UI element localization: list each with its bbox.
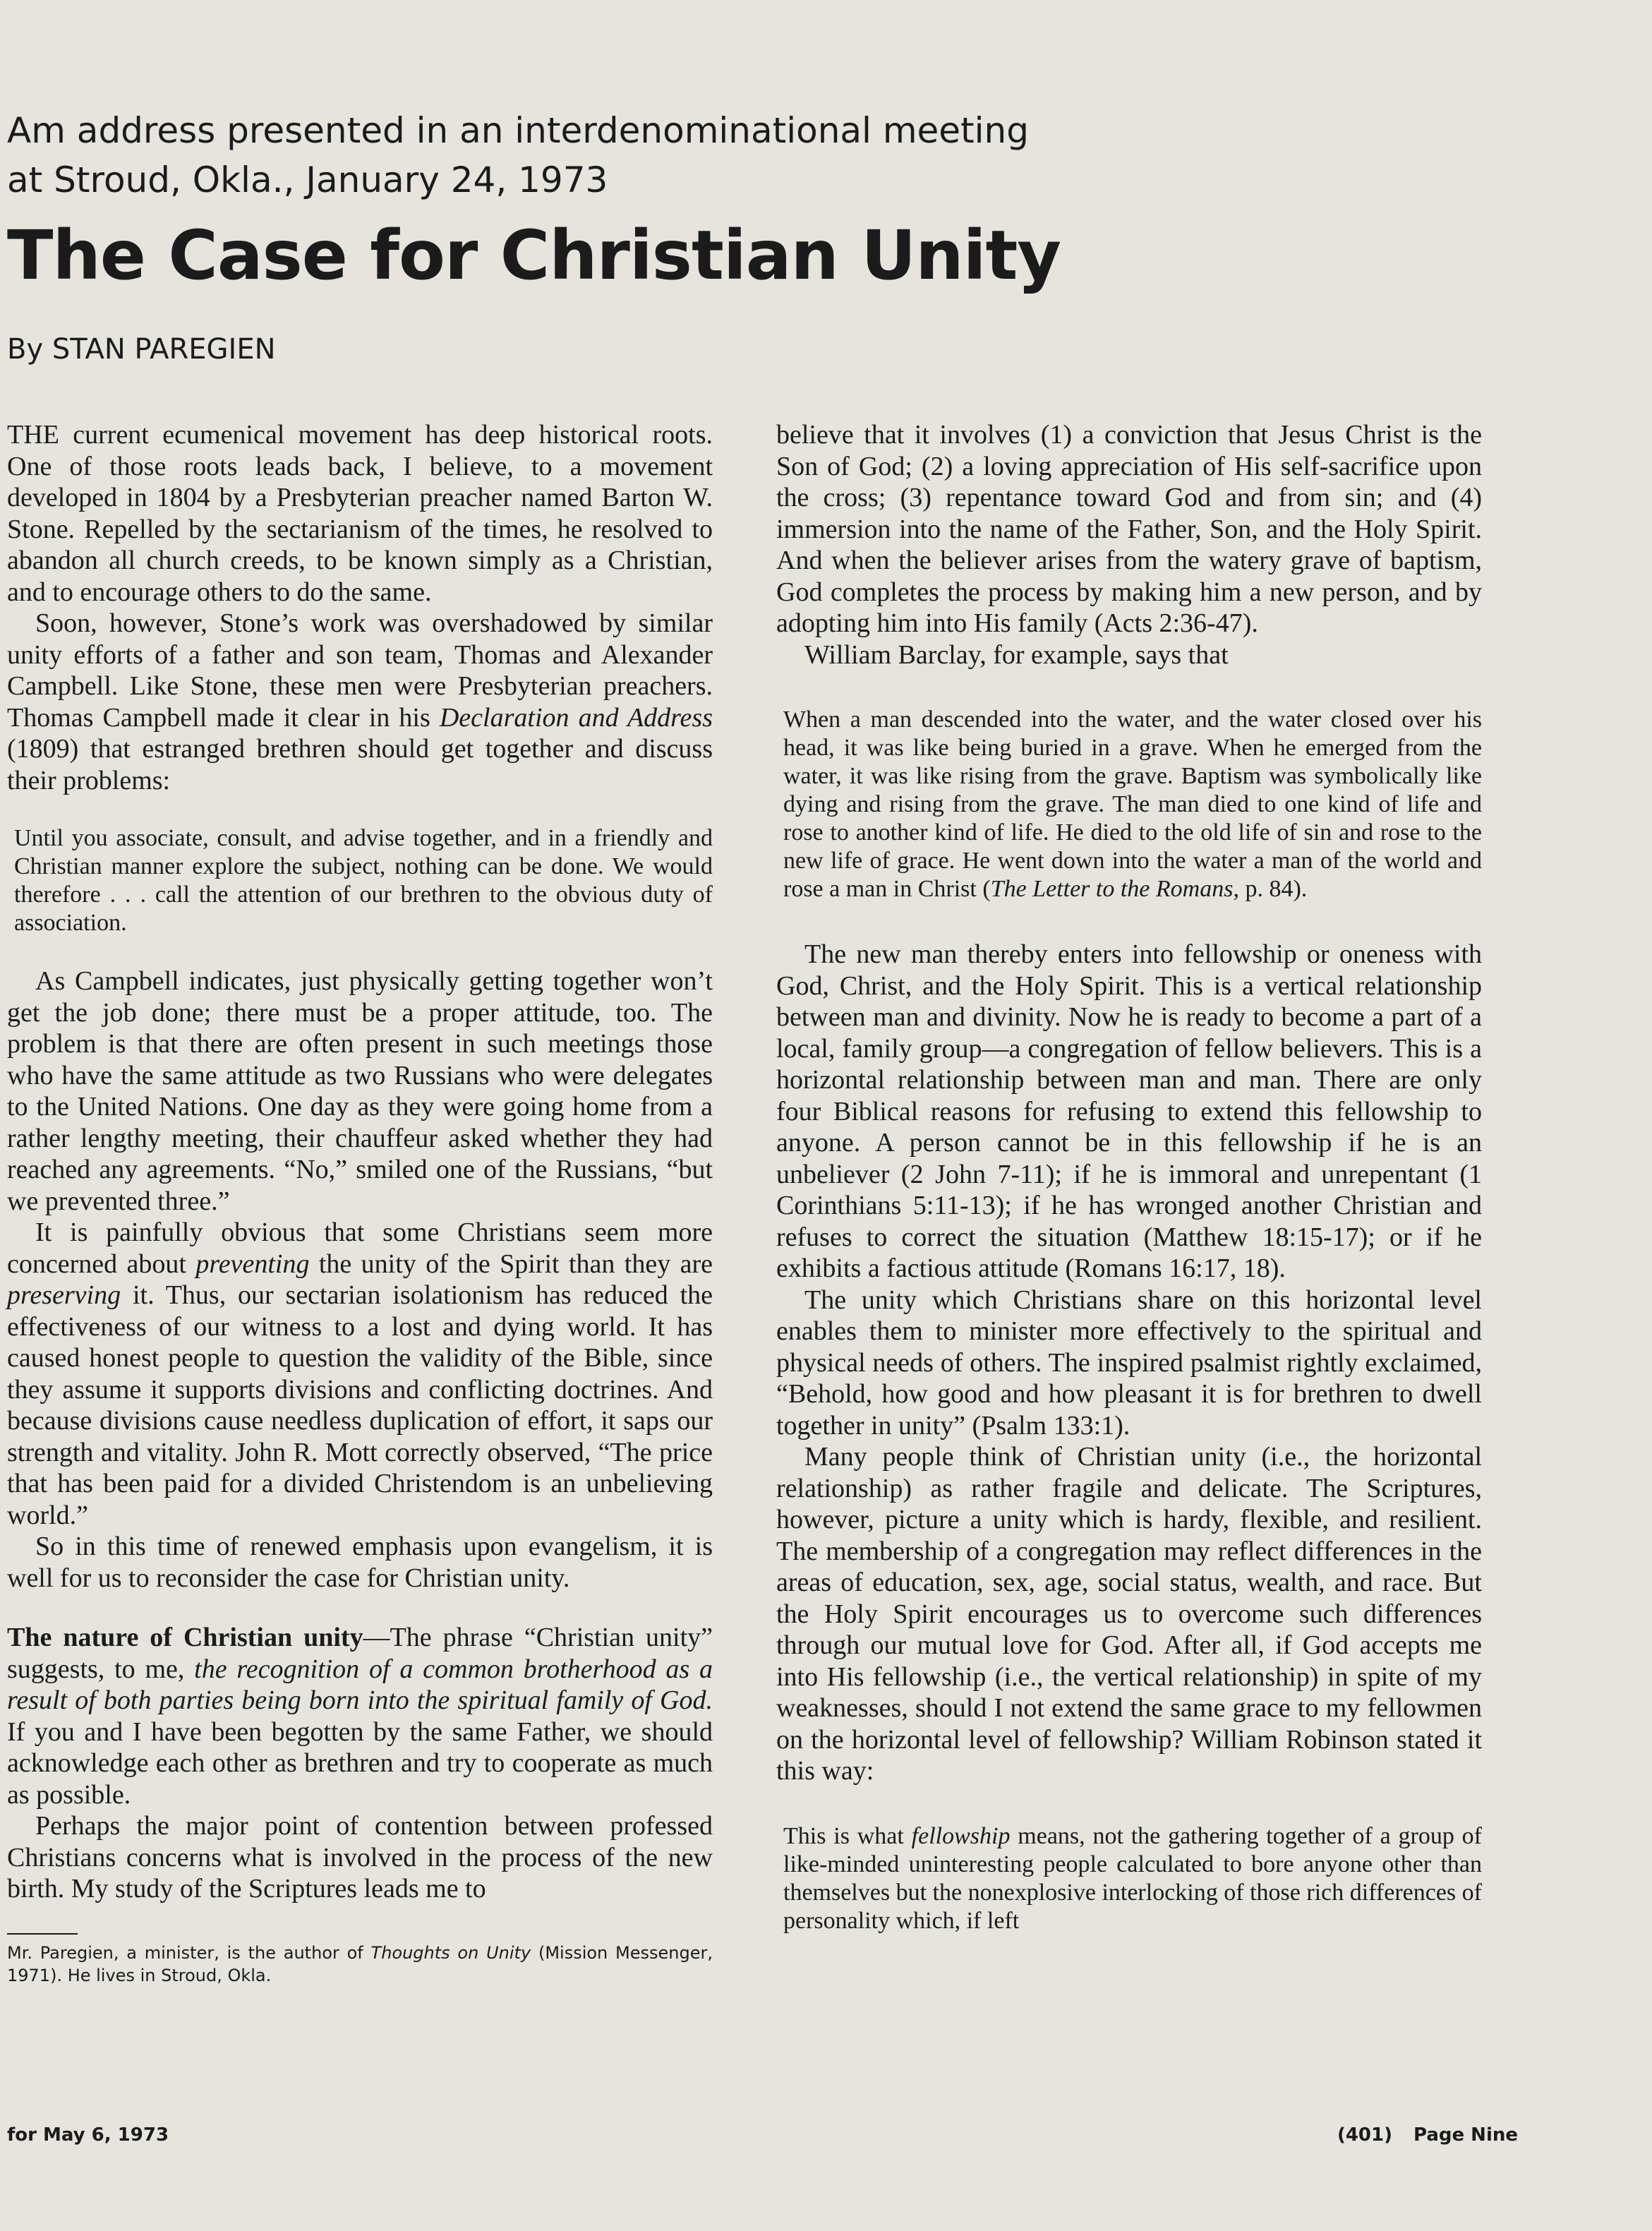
barclay-quote: When a man descended into the water, and the water closed over his head, it was like being buried in a grave. When he emerged from the water, it was like rising from the grave. Baptism was symbolically like dying and rising from the grave. The man died to one kind of life and rose to another kind of life. He died to the old life of sin and rose to the new life of grace. He went down into the water a man of the world and rose a man in Christ (The Letter to the Romans, p. 84).	[783, 706, 1482, 902]
left-column	[7, 419, 713, 1987]
page-label: Page Nine	[1413, 2124, 1518, 2146]
campbell-quote: Until you associate, consult, and advise together, and in a friendly and Christian manner explore the subject, nothing can be done. We would therefore . . . call the attention of our brethren to the obvious duty of association.	[14, 825, 713, 936]
paragraph: Soon, however, Stone’s work was overshadowed by similar unity efforts of a father and son team, Thomas and Alexander Campbell. Like Stone, these men were Presbyterian preachers. Thomas Campbell made it clear in his Declaration and Address (1809) that estranged brethren should get together and discuss their problems:	[7, 608, 713, 795]
paragraph: Many people think of Christian unity (i.e., the horizontal relationship) as rather fragile and delicate. The Scriptures, however, picture a unity which is hardy, flexible, and resilient. The membership of a congregation may reflect differences in the areas of education, sex, age, social status, wealth, and race. But the Holy Spirit encourages us to overcome such differences through our mutual love for God. After all, if God accepts me into His fellowship (i.e., the vertical relationship) in spite of my weaknesses, should I not extend the same grace to my fellowmen on the horizontal level of fellowship? William Robinson stated it this way:	[776, 1442, 1482, 1786]
paragraph: As Campbell indicates, just physically getting together won’t get the job done; there must be a proper attitude, too. The problem is that there are often present in such meetings those who have the same attitude as two Russians who were delegates to the United Nations. One day as they were going home from a rather lengthy meeting, their chauffeur asked whether they had reached any agreements. “No,” smiled one of the Russians, “but we prevented three.”	[7, 966, 713, 1216]
section-paragraph: The nature of Christian unity—The phrase “Christian unity” suggests, to me, the recognition of a common brotherhood as a result of both parties being born into the spiritual family of God. If you and I have been begotten by the same Father, we should acknowledge each other as brethren and try to cooperate as much as possible.	[7, 1623, 713, 1810]
paragraph: So in this time of renewed emphasis upon evangelism, it is well for us to reconsider the case for Christian unity.	[7, 1532, 713, 1593]
author-note: Mr. Paregien, a minister, is the author of Thoughts on Unity (Mission Messenger, 1971). He lives in Stroud, Okla.	[7, 1942, 713, 1985]
issue-date: for May 6, 1973	[7, 2124, 169, 2146]
footnote-divider	[7, 1933, 78, 1935]
paragraph: THE current ecumenical movement has deep historical roots. One of those roots leads back, I believe, to a movement developed in 1804 by a Presbyterian preacher named Barton W. Stone. Repelled by the sectarianism of the times, he resolved to abandon all church creeds, to be known simply as a Christian, and to encourage others to do the same.	[7, 420, 713, 607]
paragraph: Perhaps the major point of contention between professed Christians concerns what is involved in the process of the new birth. My study of the Scriptures leads me to	[7, 1811, 713, 1904]
kicker-line-1: Am address presented in an interdenominational meeting	[7, 110, 1029, 151]
article-title: The Case for Christian Unity	[7, 216, 1061, 295]
right-column	[776, 419, 1482, 1987]
paragraph: believe that it involves (1) a conviction that Jesus Christ is the Son of God; (2) a loving appreciation of His self-sacrifice upon the cross; (3) repentance toward God and from sin; and (4) immersion into the name of the Father, Son, and the Holy Spirit. And when the believer arises from the watery grave of baptism, God completes the process by making him a new person, and by adopting him into His family (Acts 2:36-47).	[776, 420, 1482, 638]
page-footer	[1316, 2124, 1518, 2146]
paragraph: The unity which Christians share on this horizontal level enables them to minister more effectively to the spiritual and physical needs of others. The inspired psalmist rightly exclaimed, “Behold, how good and how pleasant it is for brethren to dwell together in unity” (Psalm 133:1).	[776, 1285, 1482, 1441]
paragraph: The new man thereby enters into fellowship or oneness with God, Christ, and the Holy Spirit. This is a vertical relationship between man and divinity. Now he is ready to become a part of a local, family group—a congregation of fellow believers. This is a horizontal relationship between man and man. There are only four Biblical reasons for refusing to extend this fellowship to anyone. A person cannot be in this fellowship if he is an unbeliever (2 John 7-11); if he is immoral and unrepentant (1 Corinthians 5:11-13); if he has wronged another Christian and refuses to correct the situation (Matthew 18:15-17); or if he exhibits a factious attitude (Romans 16:17, 18).	[776, 939, 1482, 1283]
page-number: (401)	[1337, 2124, 1392, 2146]
article-body	[7, 419, 1546, 1987]
paragraph: William Barclay, for example, says that	[804, 639, 1229, 670]
byline: By STAN PAREGIEN	[7, 333, 276, 366]
robinson-quote: This is what fellowship means, not the gathering together of a group of like-minded uninteresting people calculated to bore anyone other than themselves but the nonexplosive interlocking of those rich differences of personality which, if left	[783, 1822, 1482, 1934]
kicker-line-2: at Stroud, Okla., January 24, 1973	[7, 160, 608, 200]
section-heading: The nature of Christian unity	[7, 1623, 363, 1652]
paragraph: It is painfully obvious that some Christians seem more concerned about preventing the unity of the Spirit than they are preserving it. Thus, our sectarian isolationism has reduced the effectiveness of our witness to a lost and dying world. It has caused honest people to question the validity of the Bible, since they assume it supports divisions and conflicting doctrines. And because divisions cause needless duplication of effort, it saps our strength and vitality. John R. Mott correctly observed, “The price that has been paid for a divided Christendom is an unbelieving world.”	[7, 1217, 713, 1530]
